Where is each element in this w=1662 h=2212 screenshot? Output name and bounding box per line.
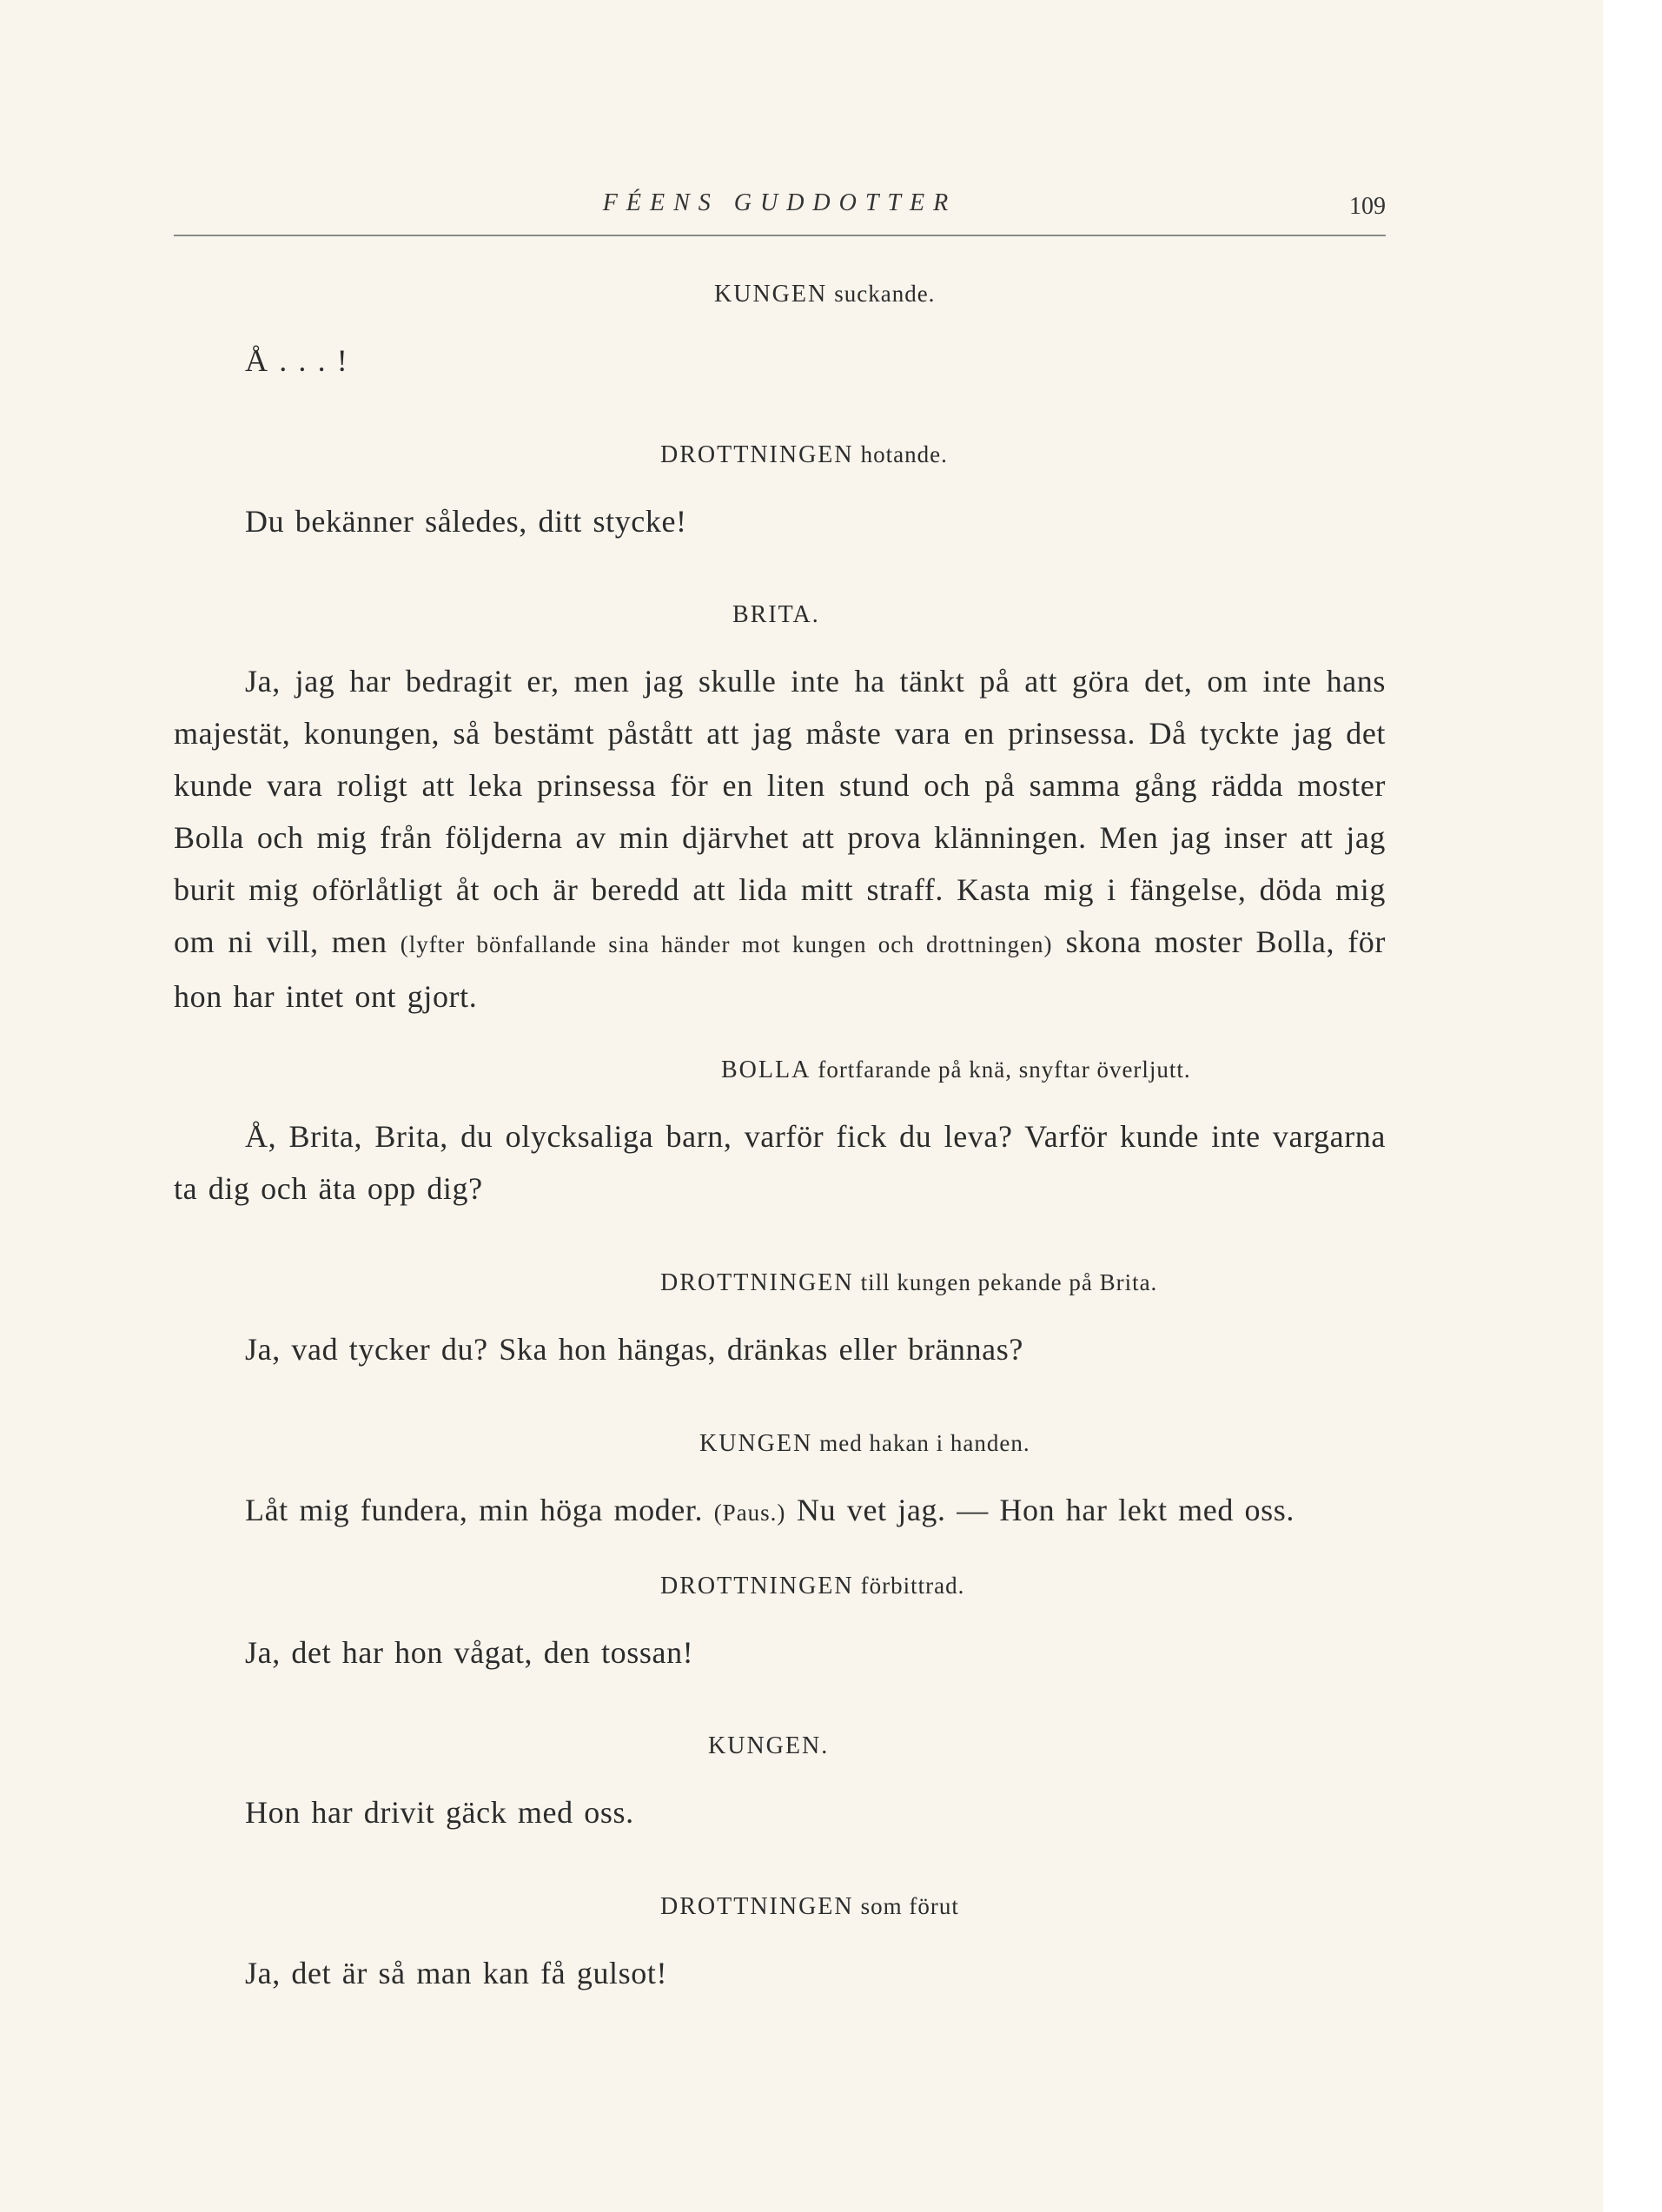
speaker-name: DROTTNINGEN bbox=[660, 1893, 854, 1920]
speech bbox=[174, 655, 1386, 1023]
speaker-line bbox=[174, 598, 1386, 632]
stage-direction: suckande. bbox=[834, 281, 936, 307]
stage-direction: som förut bbox=[860, 1893, 959, 1919]
stage-direction: till kungen pekande på Brita. bbox=[860, 1269, 1158, 1295]
speech bbox=[174, 1947, 1386, 1999]
speech bbox=[174, 1786, 1386, 1838]
speech bbox=[174, 495, 1386, 547]
speaker-name: DROTTNINGEN bbox=[660, 1573, 854, 1599]
speech-text: Ja, vad tycker du? Ska hon hängas, dränkas eller brännas? bbox=[245, 1332, 1023, 1367]
speaker-line bbox=[174, 437, 1386, 473]
speaker-name: DROTTNINGEN bbox=[660, 1269, 854, 1296]
speech bbox=[174, 1323, 1386, 1375]
speech bbox=[174, 1484, 1386, 1539]
speaker-line bbox=[174, 1889, 1386, 1924]
speech-text: Å, Brita, Brita, du olycksaliga barn, varför fick du leva? Varför kunde inte vargarna ta dig och äta opp dig? bbox=[174, 1119, 1386, 1206]
header-rule bbox=[174, 235, 1386, 236]
page-margin bbox=[1603, 0, 1662, 2212]
speech-text: skona moster Bolla, för hon har intet ont gjort. bbox=[174, 924, 1386, 1014]
speaker-name: KUNGEN. bbox=[708, 1732, 830, 1759]
speaker-line bbox=[174, 276, 1386, 312]
speaker-line bbox=[174, 1729, 1386, 1764]
speech-text: Ja, det är så man kan få gulsot! bbox=[245, 1956, 668, 1990]
speech bbox=[174, 334, 1386, 387]
speaker-name: BOLLA bbox=[721, 1056, 811, 1083]
running-title: FÉENS GUDDOTTER bbox=[602, 189, 957, 216]
speech bbox=[174, 1110, 1386, 1215]
speaker-line bbox=[174, 1426, 1386, 1461]
speaker-name: KUNGEN bbox=[699, 1430, 813, 1457]
speaker-name: KUNGEN bbox=[714, 281, 828, 308]
speech-text: Låt mig fundera, min höga moder. bbox=[245, 1493, 704, 1527]
inline-stage-direction: (Paus.) bbox=[713, 1500, 786, 1526]
stage-direction: hotande. bbox=[860, 441, 948, 467]
speaker-name: DROTTNINGEN bbox=[660, 441, 854, 468]
stage-direction: med hakan i handen. bbox=[819, 1430, 1030, 1456]
inline-stage-direction: (lyfter bönfallande sina händer mot kungen och drottningen) bbox=[400, 931, 1053, 957]
stage-direction: fortfarande på knä, snyftar överljutt. bbox=[818, 1056, 1191, 1083]
page-content bbox=[174, 189, 1386, 2029]
page-number: 109 bbox=[1349, 193, 1386, 220]
speaker-line bbox=[174, 1568, 1386, 1604]
speech-text: Hon har drivit gäck med oss. bbox=[245, 1795, 634, 1830]
speech-text: Å . . . ! bbox=[245, 343, 348, 378]
speech bbox=[174, 1626, 1386, 1679]
stage-direction: förbittrad. bbox=[860, 1573, 965, 1599]
speaker-line bbox=[174, 1052, 1386, 1088]
speech-text: Ja, jag har bedragit er, men jag skulle inte ha tänkt på att göra det, om inte hans majestät, konungen, så bestämt påstått att jag måste vara en prinsessa. Då tyckte jag det kunde vara roligt att leka prinsessa för en liten stund och på samma gång rädda moster Bolla och mig från följderna av min djärvhet att prova klänningen. Men jag inser att jag burit mig oförlåtligt åt och är beredd att lida mitt straff. Kasta mig i fängelse, döda mig om ni vill, men bbox=[174, 664, 1386, 959]
speaker-name: BRITA. bbox=[732, 601, 820, 628]
speech-text: Du bekänner således, ditt stycke! bbox=[245, 504, 687, 539]
speech-text: Ja, det har hon vågat, den tossan! bbox=[245, 1635, 694, 1670]
running-header bbox=[174, 189, 1386, 235]
speech-text: Nu vet jag. — Hon har lekt med oss. bbox=[797, 1493, 1295, 1527]
speaker-line bbox=[174, 1265, 1386, 1301]
